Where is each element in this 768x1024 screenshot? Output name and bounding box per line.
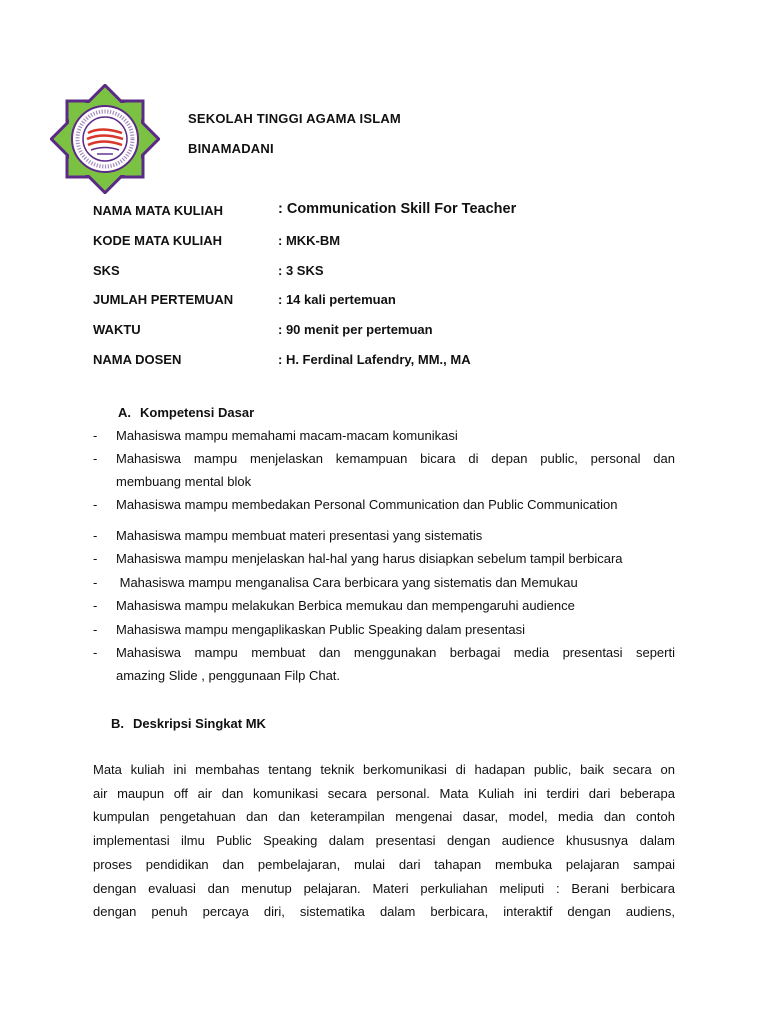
list-item: - Mahasiswa mampu menjelaskan hal-hal yang harus disiapkan sebelum tampil berbicara [93, 551, 623, 566]
info-label: KODE MATA KULIAH [93, 233, 223, 248]
institution-name: SEKOLAH TINGGI AGAMA ISLAM [188, 111, 401, 126]
paragraph-line: dengan penuh percaya diri, sistematika dalam berbicara, interaktif dengan audiens, [93, 904, 675, 920]
info-label: SKS [93, 263, 120, 278]
info-value: : Communication Skill For Teacher [278, 201, 517, 217]
list-item: - Mahasiswa mampu membedakan Personal Communication dan Public Communication [93, 497, 618, 512]
section-letter: B. [111, 716, 124, 731]
list-item: - Mahasiswa mampu melakukan Berbica memukau dan mempengaruhi audience [93, 598, 575, 613]
info-label: WAKTU [93, 322, 141, 337]
section-title: Deskripsi Singkat MK [133, 716, 266, 731]
info-value: : 14 kali pertemuan [278, 292, 396, 307]
info-label: JUMLAH PERTEMUAN [93, 292, 234, 307]
list-item: - Mahasiswa mampu menganalisa Cara berbicara yang sistematis dan Memukau [93, 575, 578, 590]
list-item: - Mahasiswa mampu membuat materi presentasi yang sistematis [93, 528, 483, 543]
list-item: - Mahasiswa mampu membuat dan menggunakan berbagai media presentasi seperti amazing Slide , penggunaan Filp Chat. [93, 645, 675, 683]
section-letter: A. [118, 405, 131, 420]
paragraph-line: implementasi ilmu Public Speaking dalam presentasi dengan audience khususnya dalam [93, 833, 675, 849]
section-a-heading [118, 405, 254, 420]
info-value: : H. Ferdinal Lafendry, MM., MA [278, 352, 471, 367]
institution-subname: BINAMADANI [188, 141, 274, 156]
list-item: - Mahasiswa mampu mengaplikaskan Public Speaking dalam presentasi [93, 622, 525, 637]
list-item: - Mahasiswa mampu memahami macam-macam komunikasi [93, 428, 458, 443]
info-label: NAMA MATA KULIAH [93, 203, 223, 218]
section-b-heading [111, 716, 266, 731]
paragraph-line: dengan evaluasi dan menutup pelajaran. Materi perkuliahan meliputi : Berani berbicara [93, 880, 675, 896]
deskripsi-paragraph [93, 758, 675, 924]
institution-logo [50, 84, 160, 194]
section-title: Kompetensi Dasar [140, 405, 255, 420]
list-item: - Mahasiswa mampu menjelaskan kemampuan bicara di depan public, personal dan membuang mental blok [93, 451, 675, 489]
info-label: NAMA DOSEN [93, 352, 182, 367]
info-value: : 3 SKS [278, 263, 324, 278]
paragraph-line: proses pendidikan dan pembelajaran, mulai dari tahapan membuka pelajaran sampai [93, 856, 675, 872]
info-value: : MKK-BM [278, 233, 341, 248]
paragraph-line: kumpulan pengetahuan dan dan keterampilan mengenai dasar, model, media dan contoh [93, 809, 675, 825]
paragraph-line: Mata kuliah ini membahas tentang teknik berkomunikasi di hadapan public, baik secara on [93, 762, 675, 777]
paragraph-line: air maupun off air dan komunikasi secara personal. Mata Kuliah ini terdiri dari beberapa [93, 785, 675, 801]
info-value: : 90 menit per pertemuan [278, 322, 433, 337]
